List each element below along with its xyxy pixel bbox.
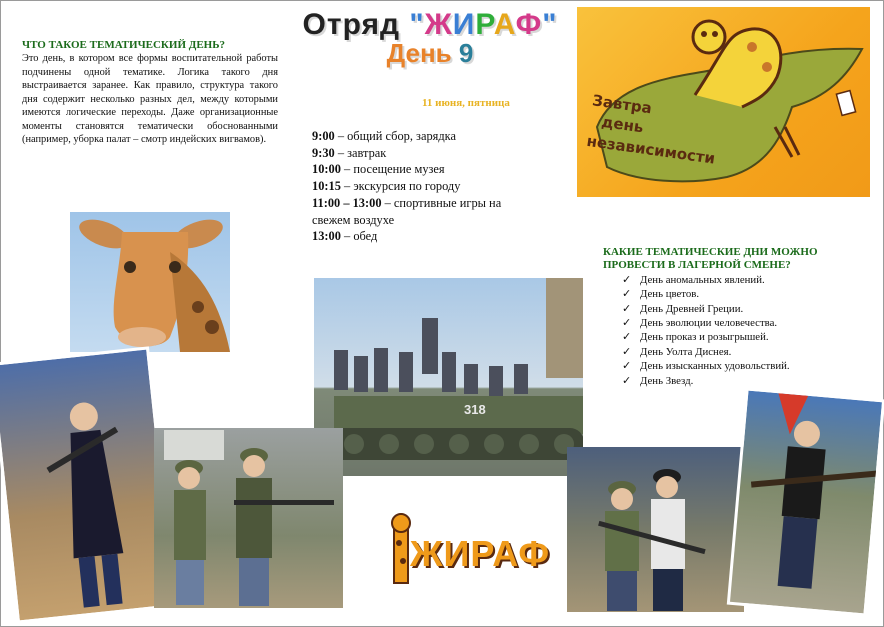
schedule-item: 13:00 – обед [312,229,378,244]
schedule-item: 9:30 – завтрак [312,145,387,160]
schedule-item: 10:00 – посещение музея [312,162,445,177]
person-silhouette [729,391,884,617]
schedule-date: 11 июня, пятница [422,97,510,109]
schedule-item: 11:00 – 13:00 – спортивные игры на свежем воздухе [312,195,502,227]
list-item: ✓ День Звезд. [622,374,694,387]
checkmark-icon: ✓ [622,288,632,301]
giraffe-head-photo [70,212,230,352]
checkmark-icon: ✓ [622,360,632,373]
checkmark-icon: ✓ [622,331,632,344]
tank-illustration [314,278,583,476]
page-title [280,8,580,69]
checkmark-icon: ✓ [622,302,632,315]
checkmark-icon: ✓ [622,345,632,358]
list-item: ✓ День эволюции человечества. [622,317,778,330]
schedule-item: 9:00 – общий сбор, зарядка [312,129,456,143]
list-item: ✓ День аномальных явлений. [622,274,765,286]
left-heading: ЧТО ТАКОЕ ТЕМАТИЧЕСКИЙ ДЕНЬ? [22,39,226,51]
checkmark-icon: ✓ [622,374,632,387]
schedule-item: 10:15 – экскурсия по городу [312,179,461,194]
schedule-list [312,128,542,245]
people-silhouettes [154,428,343,608]
checkmark-icon: ✓ [622,274,632,286]
right-heading: КАКИЕ ТЕМАТИЧЕСКИЕ ДНИ МОЖНО ПРОВЕСТИ В ЛАГЕРНОЙ СМЕНЕ? [603,246,818,271]
boy-with-rifle-photo [727,387,884,616]
list-item: ✓ День изысканных удовольствий. [622,360,790,373]
list-item: ✓ День Уолта Диснея. [622,345,732,358]
girl-with-rifle-photo [0,346,176,623]
giraffe-logo [370,513,550,593]
title-line-1: Отряд "ЖИРАФ" [302,8,558,41]
person-silhouette [0,349,176,624]
checkmark-icon: ✓ [622,317,632,330]
left-body-text: Это день, в котором все формы воспитательной работы подчинены одной тематике. Логика такого дня выстраивается заранее. Как правило, структура такого дня содержит несколько разных дел, между которыми имеются логические переходы. Даже организационные моменты становятся тематически обоснованными (например, уборка палат – смотр индейских вигвамов). [22,53,278,146]
independence-day-banner [577,7,870,197]
boys-in-museum-photo [567,447,744,612]
people-silhouettes [567,447,744,612]
list-item: ✓ День проказ и розыгрышей. [622,331,769,344]
two-kids-with-rifles-photo [154,428,343,608]
theme-days-list [622,273,790,388]
banner-caption: Завтра день независимости [585,91,717,168]
kids-on-tank-photo [314,278,583,476]
giraffe-illustration [70,212,230,352]
logo-text: ЖИРАФ [410,533,551,574]
tank-number: 318 [464,402,486,417]
title-line-2: День 9 [386,38,474,68]
list-item: ✓ День цветов. [622,288,700,301]
list-item: ✓ День Древней Греции. [622,302,744,315]
